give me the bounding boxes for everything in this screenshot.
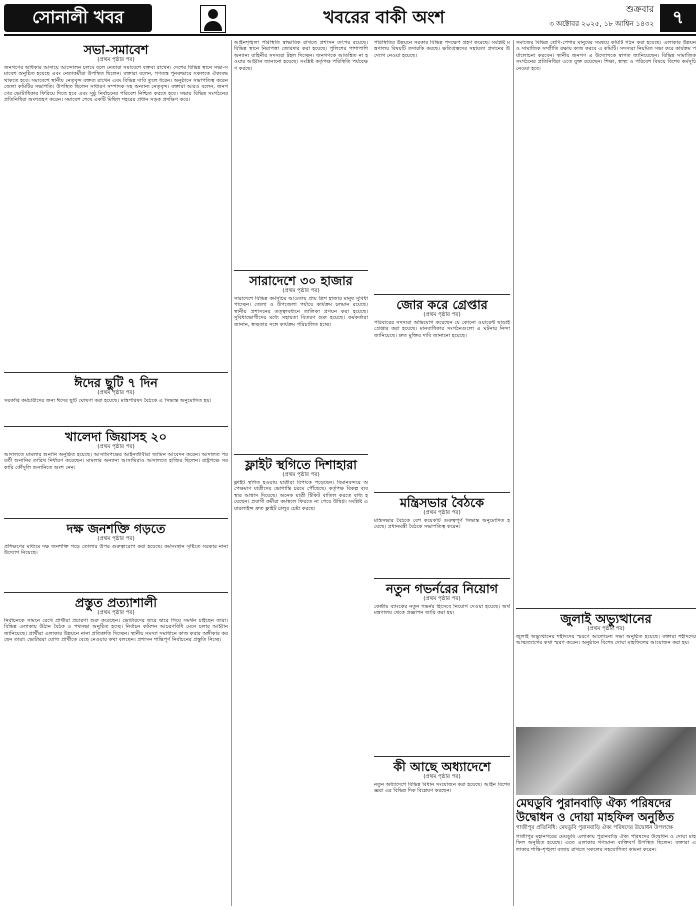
- article-headline: দক্ষ জনশক্তি গড়তে: [66, 521, 166, 536]
- article-body: ফ্লাইট স্থগিত হওয়ায় যাত্রীরা বিপাকে পড়েছেন। বিমানবন্দরে অপেক্ষমাণ যাত্রীদের ভোগান্তি চরমে পৌঁছেছে। কর্তৃপক্ষ বিকল্প ব্যবস্থার আশ্বাস দিয়েছে। অনেক যাত্রী টিকিট বাতিল করতে বাধ্য হয়েছেন। প্রবাসী কর্মীরা কর্মস্থলে ফিরতে না পেরে উদ্বিগ্ন। সংশ্লিষ্ট এয়ারলাইন্স দ্রুত ফ্লাইট চালুর চেষ্টা করছে।: [234, 480, 368, 512]
- article-subtitle: (প্রথম পৃষ্ঠার পর): [282, 472, 320, 478]
- issue-date: ৩ অক্টোবর ২০২৫, ১৮ আশ্বিন ১৪৩২: [549, 20, 654, 28]
- divider: [234, 270, 368, 271]
- article-headline: ফ্লাইট স্থগিতে দিশাহারা: [245, 457, 357, 472]
- article-body: আদালতে মামলার শুনানি অনুষ্ঠিত হয়েছে। আসামিপক্ষের আইনজীবীরা জামিন আবেদন করেন। আদালত পরবর্তী শুনানির তারিখ নির্ধারণ করেছেন। মামলার অন্যান্য আসামিরাও আদালতে হাজির ছিলেন। রাষ্ট্রপক্ষে সরকারি কৌঁসুলি শুনানিতে অংশ নেন।: [4, 452, 228, 471]
- article-body: পরিস্থিতির উন্নয়নে সরকার বিভিন্ন পদক্ষেপ গ্রহণ করেছে। সংশ্লিষ্ট মন্ত্রণালয় বিষয়টি তদারকি করছে। ক্ষতিগ্রস্তদের সহায়তা প্রদানের উদ্যোগ নেওয়া হয়েছে।: [374, 40, 510, 59]
- article-body: গাজীপুর মহানগরের মেঘডুবি এলাকায় পুরানবাড়ি ঐক্য পরিষদের উদ্বোধন ও দোয়া মাহফিল অনুষ্ঠিত হয়েছে। এতে এলাকার গণ্যমান্য ব্যক্তিবর্গ উপস্থিত ছিলেন। বক্তারা এলাকার শান্তি-শৃঙ্খলা বজায় রাখতে সকলের সহযোগিতা কামনা করেন।: [516, 834, 696, 853]
- article-subtitle: (প্রথম পৃষ্ঠার পর): [423, 596, 461, 602]
- article-body: পরিবারের সদস্যরা অভিযোগ করেছেন যে কোনো ওয়ারেন্ট ছাড়াই গ্রেপ্তার করা হয়েছে। মানবাধিকার সংগঠনগুলো এ ঘটনার নিন্দা জানিয়েছে। দ্রুত মুক্তির দাবি জানানো হয়েছে।: [374, 320, 510, 339]
- divider: [4, 426, 228, 427]
- divider: [4, 372, 228, 373]
- article-headline: মন্ত্রিসভার বৈঠকে: [399, 495, 485, 510]
- byline: গাজীপুর প্রতিনিধি: মেঘডুবি পুরানবাড়ি ঐক্য পরিষদের উদ্বোধন উপলক্ষে: [516, 825, 673, 831]
- divider: [374, 578, 510, 579]
- divider: [374, 492, 510, 493]
- column-right: [516, 40, 696, 906]
- article-headline: কী আছে অধ্যাদেশে: [393, 759, 491, 774]
- article-subtitle: (প্রথম পৃষ্ঠার পর): [97, 444, 135, 450]
- article-subtitle: (প্রথম পৃষ্ঠার পর): [97, 57, 135, 63]
- article-headline: সভা-সমাবেশ: [83, 42, 149, 57]
- column-middle-right: [374, 40, 510, 906]
- article-body: প্রশিক্ষণের মাধ্যমে দক্ষ জনশক্তি গড়ে তোলার উপর গুরুত্বারোপ করা হয়েছে। কর্মসংস্থান সৃষ্টিতে সরকার নানা উদ্যোগ নিয়েছে।: [4, 544, 228, 557]
- article-headline: জোর করে গ্রেপ্তার: [396, 297, 488, 312]
- article-body: মন্ত্রিসভার বৈঠকে বেশ কয়েকটি গুরুত্বপূর্ণ সিদ্ধান্ত অনুমোদিত হয়েছে। প্রধানমন্ত্রী বৈঠকে সভাপতিত্ব করেন।: [374, 518, 510, 531]
- article-body: সরকারি কর্মচারীদের জন্য ঈদের ছুটি ঘোষণা করা হয়েছে। মন্ত্রিপরিষদ বৈঠকে এ সিদ্ধান্ত অনুমোদিত হয়।: [4, 398, 212, 404]
- page-number: ৭: [660, 4, 696, 32]
- article-body: জুলাই অভ্যুত্থানের শহীদদের স্মরণে আলোচনা সভা অনুষ্ঠিত হয়েছে। বক্তারা শহীদদের আত্মত্যাগের কথা স্মরণ করেন। অনুষ্ঠানে বিশেষ দোয়া মাহফিলের আয়োজন করা হয়।: [516, 634, 696, 647]
- article-headline: ঈদের ছুটি ৭ দিন: [74, 375, 158, 390]
- issue-day: শুক্রবার: [626, 5, 654, 15]
- article-body: নতুন অধ্যাদেশে বিভিন্ন বিধান সংযোজন করা হয়েছে। আইন বিশেষজ্ঞরা এর বিভিন্ন দিক বিশ্লেষণ করছেন।: [374, 782, 510, 795]
- masthead: [4, 4, 696, 36]
- news-photo: [516, 727, 696, 795]
- article-subtitle: (প্রথম পৃষ্ঠার পর): [97, 536, 135, 542]
- divider: [234, 454, 368, 455]
- column-left: [4, 40, 228, 906]
- article-subtitle: (প্রথম পৃষ্ঠার পর): [423, 312, 461, 318]
- article-body: কেন্দ্রীয় ব্যাংকের নতুন গভর্নর হিসেবে নিয়োগ দেওয়া হয়েছে। অর্থ মন্ত্রণালয় থেকে প্রজ্ঞাপন জারি করা হয়।: [374, 604, 510, 617]
- column-middle-left: [234, 40, 368, 906]
- article-body: আইনশৃঙ্খলা পরিস্থিতি স্বাভাবিক রাখতে প্রশাসন তৎপর রয়েছে। বিভিন্ন স্থানে নিরাপত্তা জোরদার করা হয়েছে। পুলিশের পাশাপাশি অন্যান্য বাহিনীর সদস্যরা টহল দিচ্ছেন। জনগণকে আতঙ্কিত না হওয়ার আহ্বান জানানো হয়েছে। সংশ্লিষ্ট কর্তৃপক্ষ পরিস্থিতি পর্যবেক্ষণ করছে।: [234, 40, 368, 72]
- article-body: সমাজের বিভিন্ন শ্রেণি-পেশার মানুষের সমন্বয়ে কমিটি গঠন করা হয়েছে। এলাকার উন্নয়ন ও সামাজিক সম্প্রীতি রক্ষায় কাজ করবে এ কমিটি। সদস্যরা নিয়মিত সভা করে কার্যক্রম পর্যালোচনা করবেন। স্থানীয় জনগণ এ উদ্যোগকে স্বাগত জানিয়েছেন। বিভিন্ন সামাজিক সংগঠনের প্রতিনিধিরা এতে যুক্ত রয়েছেন। শিক্ষা, স্বাস্থ্য ও পরিবেশ বিষয়ে বিশেষ কর্মসূচি নেওয়া হবে।: [516, 40, 696, 72]
- article-subtitle: (প্রথম পৃষ্ঠার পর): [282, 288, 320, 294]
- article-subtitle: (প্রথম পৃষ্ঠার পর): [587, 626, 625, 632]
- article-subtitle: (প্রথম পৃষ্ঠার পর): [97, 390, 135, 396]
- column-divider: [231, 40, 232, 906]
- photo-headline: মেঘডুবি পুরানবাড়ি ঐক্য পরিষদের উদ্বোধন ও দোয়া মাহফিল অনুষ্ঠিত: [516, 796, 674, 824]
- article-headline: খালেদা জিয়াসহ ২০: [65, 429, 167, 444]
- divider: [4, 518, 228, 519]
- divider: [516, 608, 696, 609]
- article-subtitle: (প্রথম পৃষ্ঠার পর): [423, 774, 461, 780]
- article-subtitle: (প্রথম পৃষ্ঠার পর): [97, 610, 135, 616]
- paper-logo: সোনালী খবর: [4, 4, 152, 32]
- divider: [4, 592, 228, 593]
- section-title: খবরের বাকী অংশ: [323, 8, 445, 28]
- divider: [374, 294, 510, 295]
- column-divider: [513, 40, 514, 906]
- article-body: নির্বাচনকে সামনে রেখে প্রার্থীরা প্রচারণা শুরু করেছেন। ভোটারদের দ্বারে দ্বারে গিয়ে সমর্থন চাইছেন তারা। বিভিন্ন এলাকায় উঠান বৈঠক ও পথসভা অনুষ্ঠিত হচ্ছে। নির্বাচন কমিশন আচরণবিধি মেনে চলার আহ্বান জানিয়েছে। প্রার্থীরা এলাকার উন্নয়নে নানা প্রতিশ্রুতি দিচ্ছেন। স্থানীয় সমস্যা সমাধানে কাজ করার অঙ্গীকার করছেন তারা। ভোটাররা যোগ্য প্রার্থীকে বেছে নেওয়ার কথা বলছেন। প্রশাসন শান্তিপূর্ণ নির্বাচনের প্রস্তুতি নিচ্ছে।: [4, 618, 228, 644]
- divider: [374, 756, 510, 757]
- article-body: জনগণের অধিকার আদায়ে আন্দোলন চলবে বলে নেতারা সমাবেশে বক্তব্য রাখেন। দেশের বিভিন্ন স্থানে সভা-সমাবেশ অনুষ্ঠিত হয়েছে এবং নেতাকর্মীরা উপস্থিত ছিলেন। বক্তারা বলেন, গণতন্ত্র পুনরুদ্ধারে সকলকে ঐক্যবদ্ধ থাকতে হবে। সমাবেশে স্থানীয় নেতৃবৃন্দ বক্তব্য রাখেন এবং বিভিন্ন দাবি তুলে ধরেন। অনুষ্ঠানে সভাপতিত্ব করেন জেলা কমিটির সভাপতি। উপস্থিত ছিলেন সাধারণ সম্পাদক সহ অন্যান্য নেতৃবৃন্দ। বক্তারা আরও বলেন, জনগণের ভোটাধিকার ফিরিয়ে দিতে হবে এবং সুষ্ঠু নির্বাচনের পরিবেশ নিশ্চিত করতে হবে। সভায় বিভিন্ন সংগঠনের প্রতিনিধিরা অংশগ্রহণ করেন। সমাবেশ শেষে একটি মিছিল শহরের প্রধান সড়ক প্রদক্ষিণ করে।: [4, 65, 228, 104]
- article-headline: নতুন গভর্নরের নিয়োগ: [386, 581, 498, 596]
- article-body: সারাদেশে বিভিন্ন কর্মসূচির আওতায় প্রায় ত্রিশ হাজার মানুষ সুবিধা পাচ্ছেন। জেলা ও উপজেলা পর্যায়ে কার্যক্রম চলমান রয়েছে। স্থানীয় প্রশাসনের তত্ত্বাবধানে তালিকা প্রণয়ন করা হয়েছে। সুবিধাভোগীদের মধ্যে সহায়তা বিতরণ শুরু হয়েছে। কর্মকর্তারা জানান, স্বচ্ছতার সঙ্গে কার্যক্রম পরিচালিত হচ্ছে।: [234, 296, 368, 328]
- article-headline: জুলাই অভ্যুত্থানের: [560, 611, 652, 626]
- article-headline: প্রস্তুত প্রত্যাশালী: [75, 595, 157, 610]
- person-icon: [200, 5, 226, 33]
- article-subtitle: (প্রথম পৃষ্ঠার পর): [423, 510, 461, 516]
- article-headline: সারাদেশে ৩০ হাজার: [249, 273, 353, 288]
